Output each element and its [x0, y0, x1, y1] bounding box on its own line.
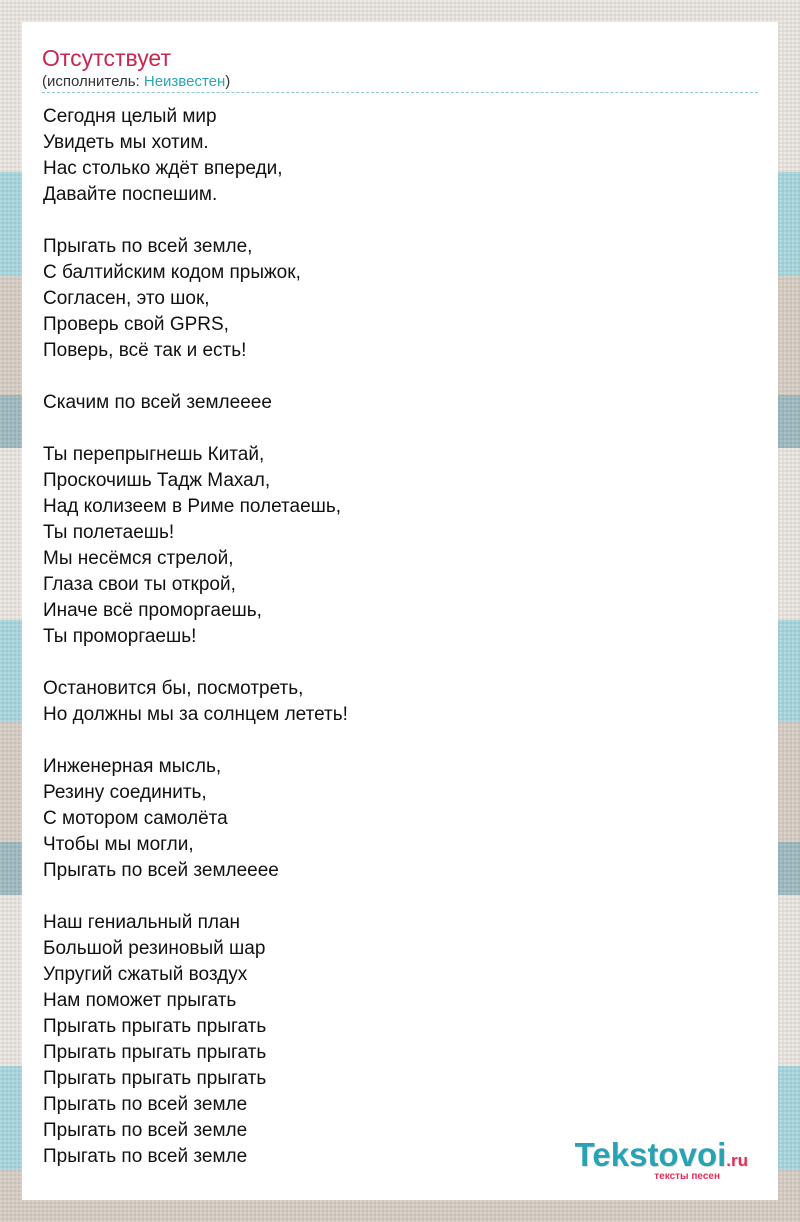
performer-line: [42, 72, 230, 92]
logo-tld: .ru: [726, 1151, 748, 1170]
lyric-line: С мотором самолёта: [43, 808, 228, 829]
stanza-break: [43, 416, 758, 442]
stanza-break: [43, 650, 758, 676]
song-title: Отсутствует: [42, 45, 171, 71]
lyric-line: Сегодня целый мир: [43, 106, 217, 127]
lyric-line: Ты проморгаешь!: [43, 626, 197, 647]
lyric-line: Остановится бы, посмотреть,: [43, 678, 304, 699]
logo-tagline: тексты песен: [654, 1171, 720, 1182]
stanza-break: [43, 364, 758, 390]
title-divider: [42, 92, 758, 93]
stanza-break: [43, 208, 758, 234]
lyric-line: Мы несёмся стрелой,: [43, 548, 234, 569]
lyric-line: Прыгать прыгать прыгать: [43, 1016, 267, 1037]
lyric-line: Проверь свой GPRS,: [43, 314, 229, 335]
lyric-line: Прыгать по всей земле: [43, 1146, 248, 1167]
site-logo[interactable]: [538, 1136, 748, 1182]
lyrics-card: [22, 22, 778, 1200]
lyric-line: Проскочишь Тадж Махал,: [43, 470, 271, 491]
lyric-line: Увидеть мы хотим.: [43, 132, 209, 153]
lyric-line: Иначе всё проморгаешь,: [43, 600, 262, 621]
lyric-line: Чтобы мы могли,: [43, 834, 194, 855]
performer-link[interactable]: Неизвестен: [143, 73, 226, 90]
lyric-line: Прыгать по всей земле: [43, 1094, 248, 1115]
lyric-line: Резину соединить,: [43, 782, 207, 803]
stanza-break: [43, 884, 758, 910]
lyric-line: Ты перепрыгнешь Китай,: [43, 444, 265, 465]
performer-prefix: (исполнитель:: [42, 73, 144, 90]
lyric-line: Но должны мы за солнцем лететь!: [43, 704, 348, 725]
lyric-line: Согласен, это шок,: [43, 288, 210, 309]
lyric-line: Глаза свои ты открой,: [43, 574, 236, 595]
lyric-line: Упругий сжатый воздух: [43, 964, 248, 985]
lyrics-text: [43, 104, 758, 1170]
lyric-line: Поверь, всё так и есть!: [43, 340, 247, 361]
lyric-line: Скачим по всей землееее: [43, 392, 272, 413]
stanza-break: [43, 728, 758, 754]
lyric-line: Наш гениальный план: [43, 912, 241, 933]
lyric-line: Прыгать по всей земле: [43, 1120, 248, 1141]
logo-brand: Tekstovoi.ru: [574, 1136, 748, 1173]
lyric-line: Нас столько ждёт впереди,: [43, 158, 283, 179]
lyric-line: С балтийским кодом прыжок,: [43, 262, 301, 283]
lyric-line: Давайте поспешим.: [43, 184, 218, 205]
lyric-line: Нам поможет прыгать: [43, 990, 237, 1011]
lyric-line: Над колизеем в Риме полетаешь,: [43, 496, 342, 517]
lyric-line: Ты полетаешь!: [43, 522, 175, 543]
lyric-line: Прыгать по всей землееее: [43, 860, 279, 881]
lyric-line: Прыгать прыгать прыгать: [43, 1042, 267, 1063]
lyric-line: Прыгать прыгать прыгать: [43, 1068, 267, 1089]
lyric-line: Большой резиновый шар: [43, 938, 266, 959]
performer-suffix: ): [225, 73, 231, 90]
lyric-line: Инженерная мысль,: [43, 756, 222, 777]
lyric-line: Прыгать по всей земле,: [43, 236, 253, 257]
